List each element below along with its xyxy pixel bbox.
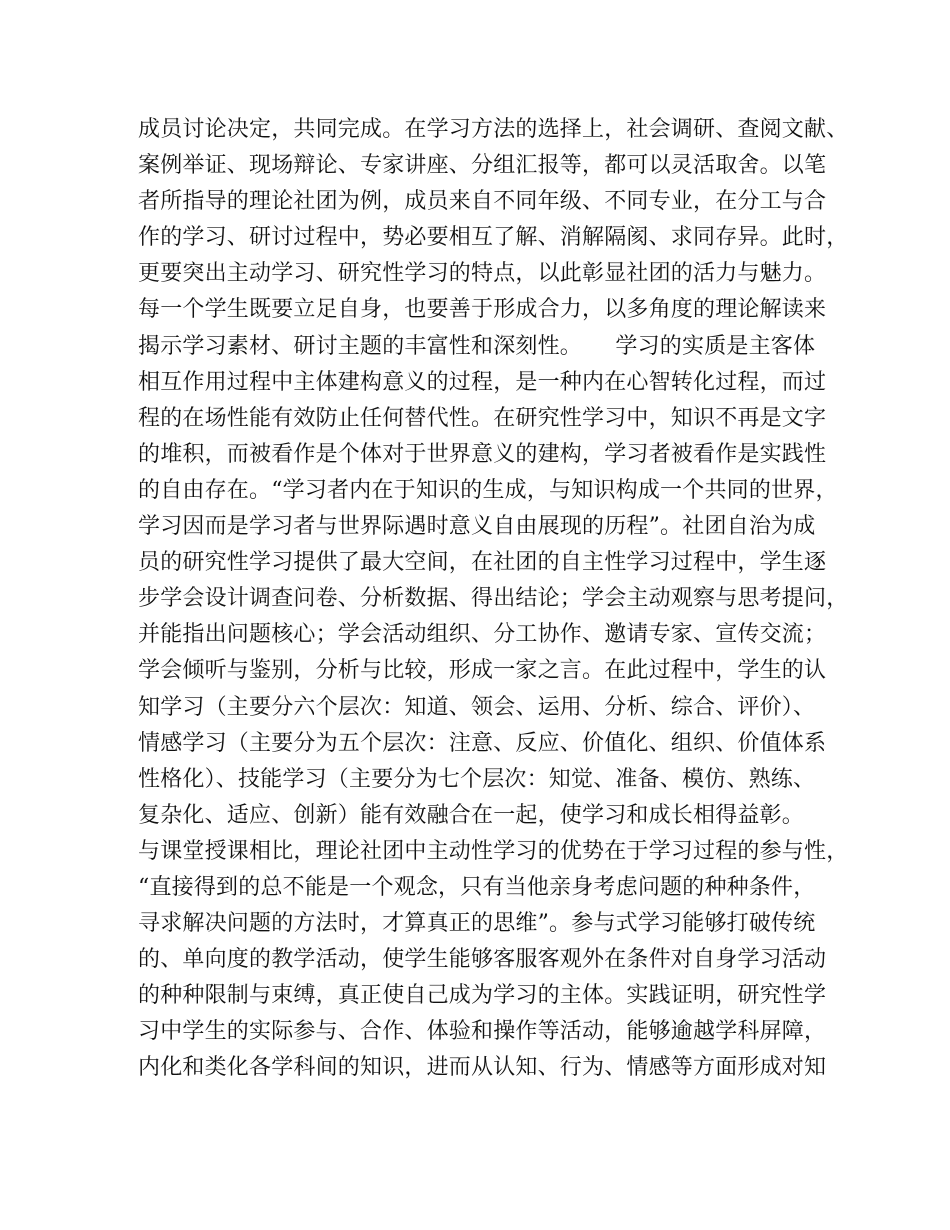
- text-line: 的堆积，而被看作是个体对于世界意义的建构，学习者被看作是实践性: [138, 441, 827, 467]
- text-line: “直接得到的总不能是一个观念，只有当他亲身考虑问题的种种条件，: [138, 874, 816, 900]
- text-line: 学习因而是学习者与世界际遇时意义自由展现的历程”。社团自治为成: [138, 514, 816, 540]
- text-line: 作的学习、研讨过程中，势必要相互了解、消解隔阂、求同存异。此时，: [138, 225, 849, 251]
- text-line: 寻求解决问题的方法时，才算真正的思维”。参与式学习能够打破传统: [138, 911, 816, 937]
- text-line: 每一个学生既要立足自身，也要善于形成合力，以多角度的理论解读来: [138, 297, 827, 323]
- text-line: 性格化）、技能学习（主要分为七个层次：知觉、准备、模仿、熟练、: [138, 766, 816, 792]
- text-line: 的种种限制与束缚，真正使自己成为学习的主体。实践证明，研究性学: [138, 983, 827, 1009]
- text-line: 习中学生的实际参与、合作、体验和操作等活动，能够逾越学科屏障，: [138, 1019, 827, 1045]
- text-line: 情感学习（主要分为五个层次：注意、反应、价值化、组织、价值体系: [138, 730, 827, 756]
- text-line: 的自由存在。“学习者内在于知识的生成，与知识构成一个共同的世界，: [138, 477, 838, 503]
- text-line: 成员讨论决定，共同完成。在学习方法的选择上，社会调研、查阅文献、: [138, 117, 849, 142]
- text-line: 员的研究性学习提供了最大空间，在社团的自主性学习过程中，学生逐: [138, 550, 827, 576]
- text-line: 与课堂授课相比，理论社团中主动性学习的优势在于学习过程的参与性，: [138, 838, 849, 864]
- text-line: 更要突出主动学习、研究性学习的特点，以此彰显社团的活力与魅力。: [138, 261, 827, 287]
- text-line: 案例举证、现场辩论、专家讲座、分组汇报等，都可以灵活取舍。以笔: [138, 153, 827, 179]
- text-line: 者所指导的理论社团为例，成员来自不同年级、不同专业，在分工与合: [138, 189, 827, 215]
- text-line: 学会倾听与鉴别，分析与比较，形成一家之言。在此过程中，学生的认: [138, 658, 827, 684]
- text-line: 相互作用过程中主体建构意义的过程，是一种内在心智转化过程，而过: [138, 369, 827, 395]
- text-line: 并能指出问题核心；学会活动组织、分工协作、邀请专家、宣传交流；: [138, 622, 827, 648]
- text-line: 程的在场性能有效防止任何替代性。在研究性学习中，知识不再是文字: [138, 405, 827, 431]
- text-line: 复杂化、适应、创新）能有效融合在一起，使学习和成长相得益彰。: [138, 802, 805, 828]
- text-line: 的、单向度的教学活动，使学生能够客服客观外在条件对自身学习活动: [138, 947, 827, 973]
- body-text: [138, 112, 849, 1087]
- text-line: 内化和类化各学科间的知识，进而从认知、行为、情感等方面形成对知: [138, 1055, 827, 1081]
- text-line: 步学会设计调查问卷、分析数据、得出结论；学会主动观察与思考提问，: [138, 586, 849, 612]
- text-line: 知学习（主要分六个层次：知道、领会、运用、分析、综合、评价）、: [138, 694, 816, 720]
- text-line: 揭示学习素材、研讨主题的丰富性和深刻性。 学习的实质是主客体: [138, 333, 816, 359]
